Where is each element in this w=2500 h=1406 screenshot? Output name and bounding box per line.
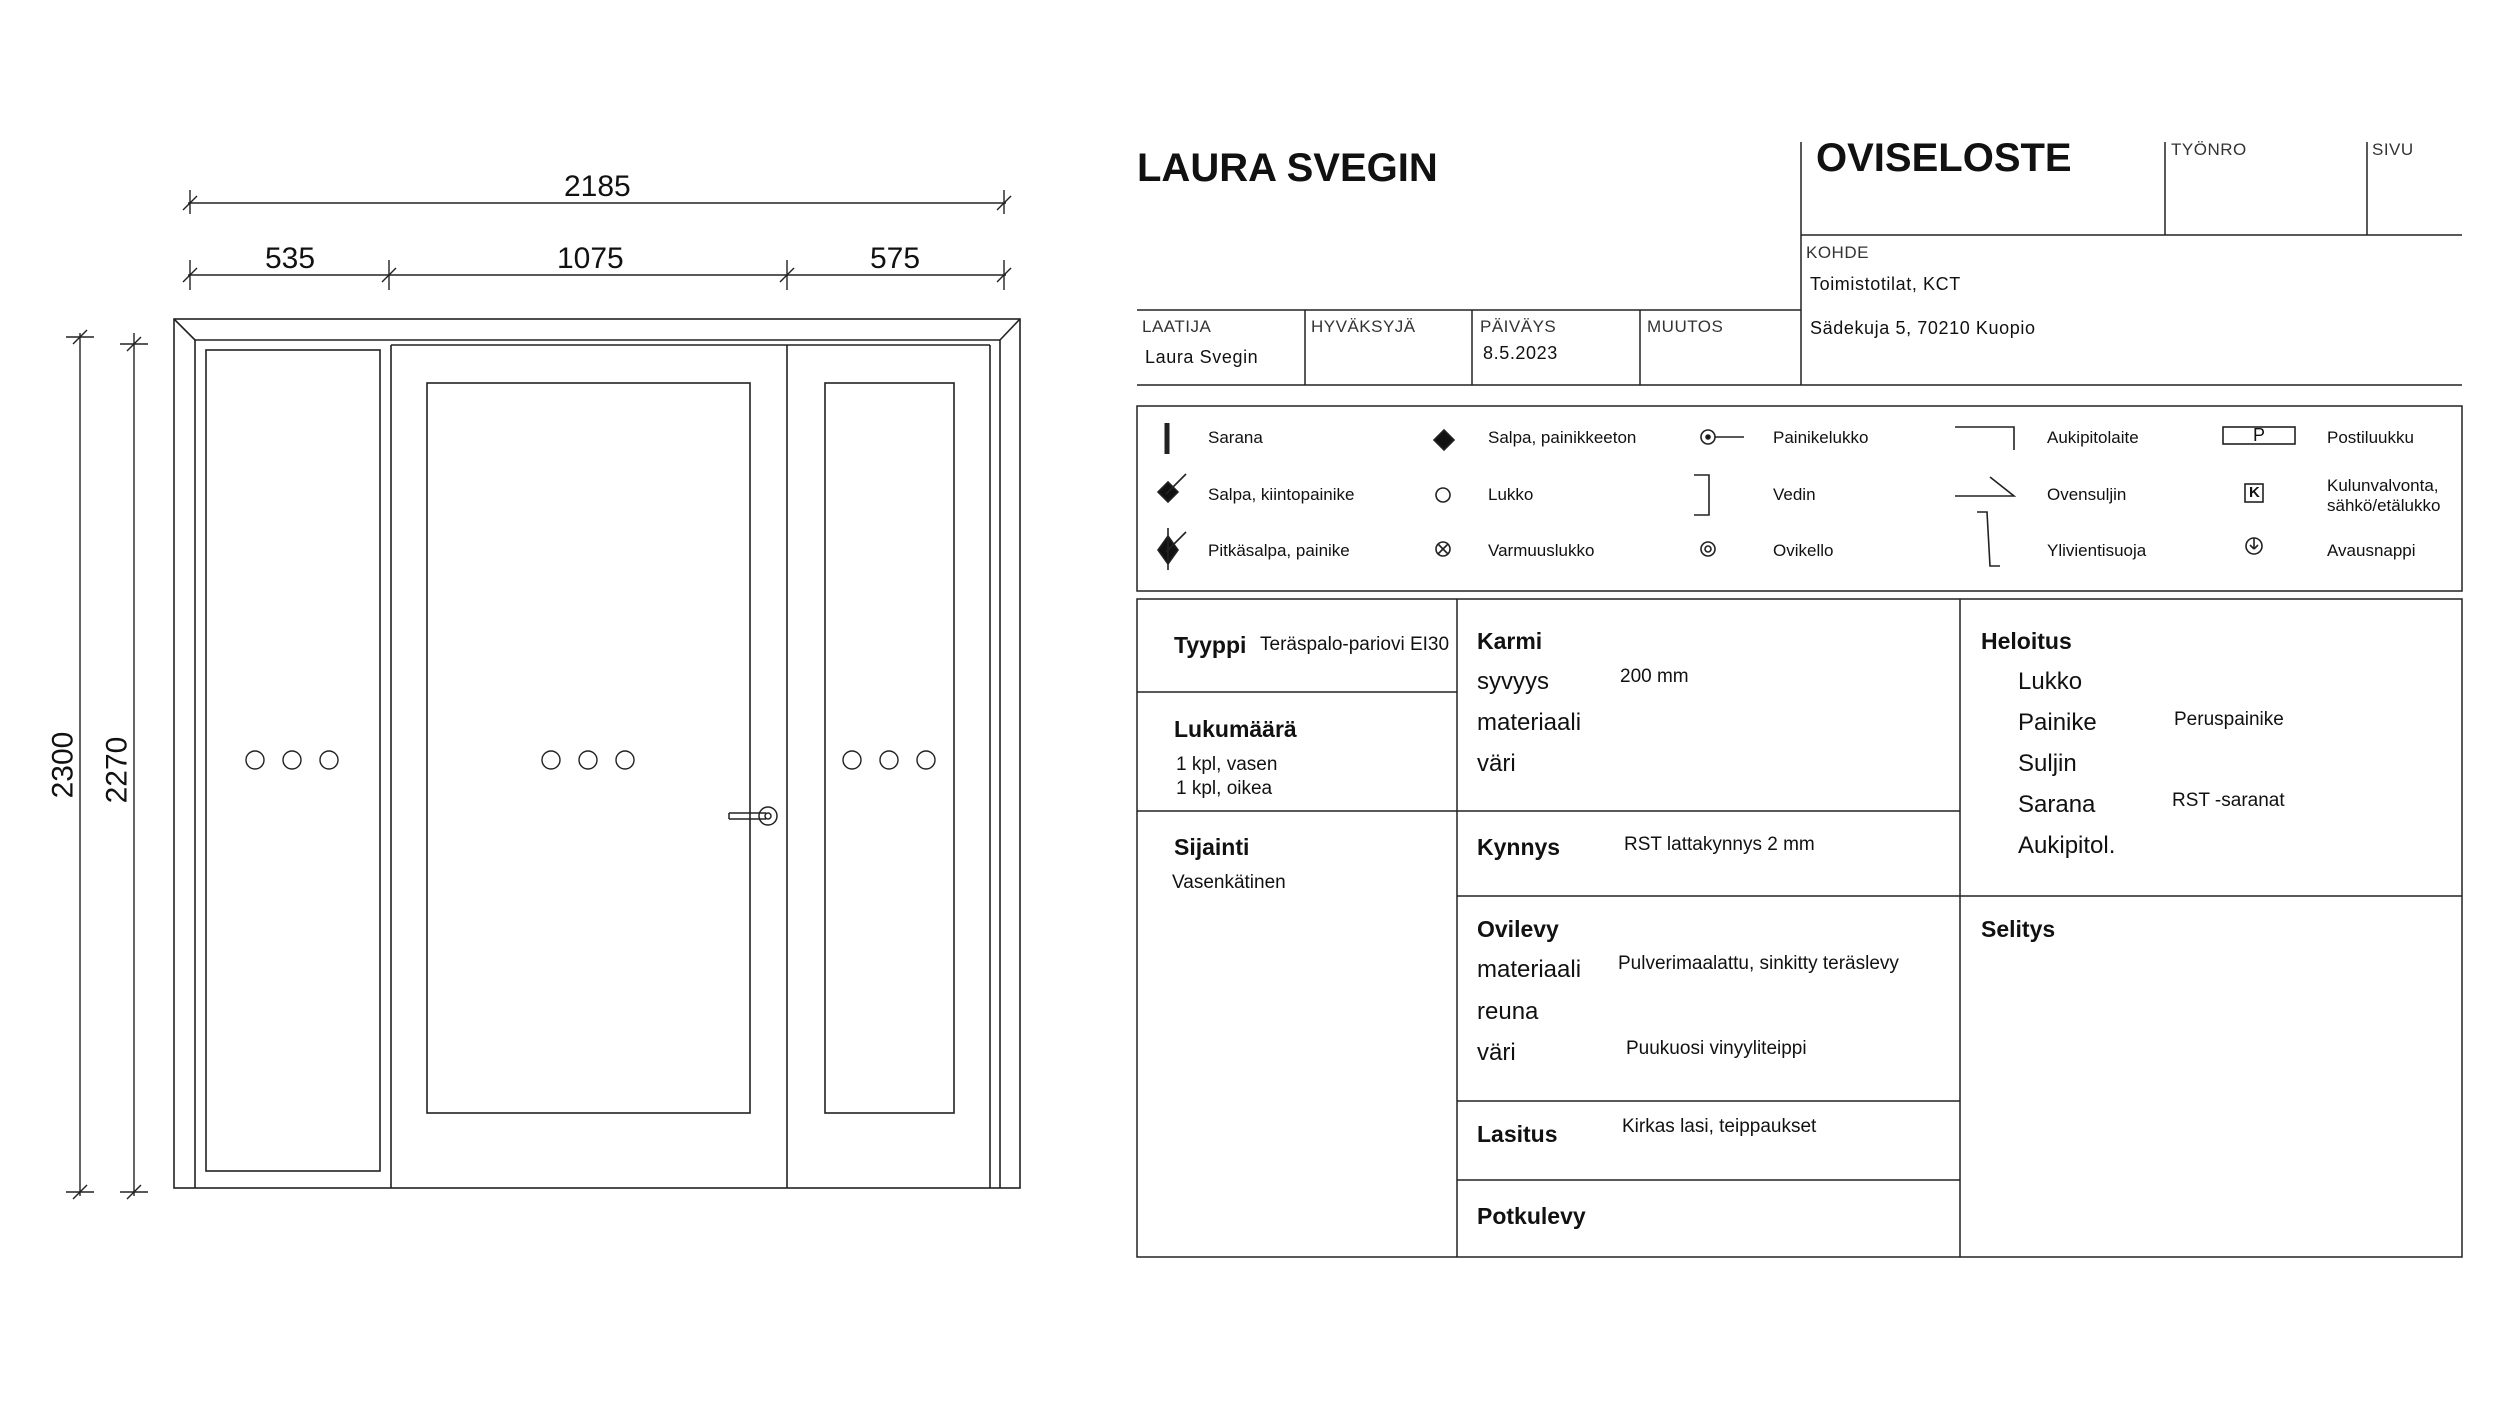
dim-height-outer: 2300 (46, 731, 80, 799)
legend-label-painikelukko: Painikelukko (1773, 428, 1869, 447)
door-frame-outer (174, 319, 1020, 1188)
company-name: LAURA SVEGIN (1137, 146, 1438, 190)
heloitus-label: Heloitus (1981, 628, 2072, 654)
latch-fixed-handle-icon (1158, 474, 1186, 502)
tyyppi-label: Tyyppi (1174, 632, 1247, 658)
paivays-label: PÄIVÄYS (1480, 317, 1557, 336)
legend-label-ovensuljin: Ovensuljin (2047, 485, 2127, 504)
lock-icon (1436, 488, 1450, 502)
heloitus-sarana-value: RST -saranat (2172, 790, 2285, 811)
legend-label-kulunvalvonta-2: sähkö/etälukko (2327, 496, 2441, 515)
legend-label-ylivientisuoja: Ylivientisuoja (2047, 541, 2147, 560)
karmi-materiaali-label: materiaali (1477, 709, 1582, 736)
legend-label-sarana: Sarana (1208, 428, 1263, 447)
ovilevy-materiaali-value: Pulverimaalattu, sinkitty teräslevy (1618, 953, 1899, 974)
open-button-icon (2246, 538, 2262, 554)
muutos-label: MUUTOS (1647, 317, 1724, 336)
overtravel-guard-icon (1977, 512, 2000, 566)
legend-label-lukko: Lukko (1488, 485, 1534, 504)
door-closer-icon (1955, 477, 2014, 496)
legend-label-aukipitolaite: Aukipitolaite (2047, 428, 2139, 447)
long-latch-handle-icon (1158, 528, 1186, 570)
dim-width-left: 535 (265, 242, 316, 275)
dim-height-inner: 2270 (100, 736, 134, 804)
sivu-label: SIVU (2372, 140, 2414, 159)
laatija-label: LAATIJA (1142, 317, 1212, 336)
pull-handle-icon (1694, 475, 1709, 515)
legend-label-varmuuslukko: Varmuuslukko (1488, 541, 1595, 560)
heloitus-painike-value: Peruspainike (2174, 709, 2284, 730)
dim-overall-width: 2185 (564, 170, 631, 203)
sijainti-label: Sijainti (1174, 834, 1250, 860)
dim-width-right: 575 (870, 242, 921, 275)
tape-marking-dots (246, 751, 935, 769)
kynnys-value: RST lattakynnys 2 mm (1624, 834, 1815, 855)
lukumaara-line1: 1 kpl, vasen (1176, 754, 1278, 775)
tyyppi-value: Teräspalo-pariovi EI30 (1260, 634, 1450, 655)
right-glass-panel (825, 383, 954, 1113)
hyvaksyja-label: HYVÄKSYJÄ (1311, 317, 1416, 336)
door-elevation (174, 319, 1020, 1188)
dimension-lines (66, 190, 1011, 1199)
ovilevy-reuna-label: reuna (1477, 998, 1539, 1025)
latch-no-handle-icon (1434, 430, 1454, 450)
doorbell-icon (1701, 542, 1715, 556)
dim-width-center: 1075 (557, 242, 624, 275)
legend-label-pitkasalpa: Pitkäsalpa, painike (1208, 541, 1350, 560)
legend-label-vedin: Vedin (1773, 485, 1816, 504)
lukumaara-line2: 1 kpl, oikea (1176, 778, 1273, 799)
karmi-syvyys-label: syvyys (1477, 668, 1549, 695)
access-control-glyph: K (2249, 484, 2260, 501)
legend-label-kulunvalvonta-1: Kulunvalvonta, (2327, 476, 2439, 495)
laatija-value: Laura Svegin (1145, 347, 1259, 367)
legend-label-avausnappi: Avausnappi (2327, 541, 2416, 560)
tyonro-label: TYÖNRO (2171, 140, 2247, 159)
ovilevy-vari-label: väri (1477, 1039, 1516, 1066)
kohde-line2: Sädekuja 5, 70210 Kuopio (1810, 318, 2036, 338)
potkulevy-label: Potkulevy (1477, 1203, 1586, 1229)
kohde-line1: Toimistotilat, KCT (1810, 274, 1961, 294)
mail-slot-glyph: P (2253, 425, 2266, 445)
heloitus-painike-label: Painike (2018, 709, 2097, 736)
heloitus-sarana-label: Sarana (2018, 791, 2096, 818)
handle-lock-icon (1701, 430, 1744, 444)
lukumaara-label: Lukumäärä (1174, 716, 1297, 742)
heloitus-aukipitol-label: Aukipitol. (2018, 832, 2116, 859)
sijainti-value: Vasenkätinen (1172, 872, 1286, 893)
kohde-label: KOHDE (1806, 243, 1869, 262)
heloitus-lukko-label: Lukko (2018, 668, 2083, 695)
ovilevy-materiaali-label: materiaali (1477, 956, 1582, 983)
selitys-label: Selitys (1981, 916, 2056, 942)
karmi-label: Karmi (1477, 628, 1543, 654)
paivays-value: 8.5.2023 (1483, 343, 1558, 363)
legend-label-postiluukku: Postiluukku (2327, 428, 2414, 447)
lasitus-value: Kirkas lasi, teippaukset (1622, 1116, 1817, 1137)
safety-lock-icon (1436, 542, 1450, 556)
heloitus-suljin-label: Suljin (2018, 750, 2077, 777)
kynnys-label: Kynnys (1477, 834, 1561, 860)
legend-label-salpa-painikkeeton: Salpa, painikkeeton (1488, 428, 1637, 447)
left-sidelight-panel (206, 350, 380, 1171)
center-glass-panel (427, 383, 750, 1113)
document-title: OVISELOSTE (1816, 136, 2072, 180)
ovilevy-label: Ovilevy (1477, 916, 1559, 942)
lasitus-label: Lasitus (1477, 1121, 1558, 1147)
legend-label-salpa-kiintopainike: Salpa, kiintopainike (1208, 485, 1355, 504)
hold-open-device-icon (1955, 427, 2014, 450)
legend-label-ovikello: Ovikello (1773, 541, 1834, 560)
karmi-syvyys-value: 200 mm (1620, 666, 1689, 687)
karmi-vari-label: väri (1477, 750, 1516, 777)
ovilevy-vari-value: Puukuosi vinyyliteippi (1626, 1038, 1807, 1059)
spec-table-lines (1137, 599, 2462, 1257)
door-handle-icon (729, 807, 777, 825)
